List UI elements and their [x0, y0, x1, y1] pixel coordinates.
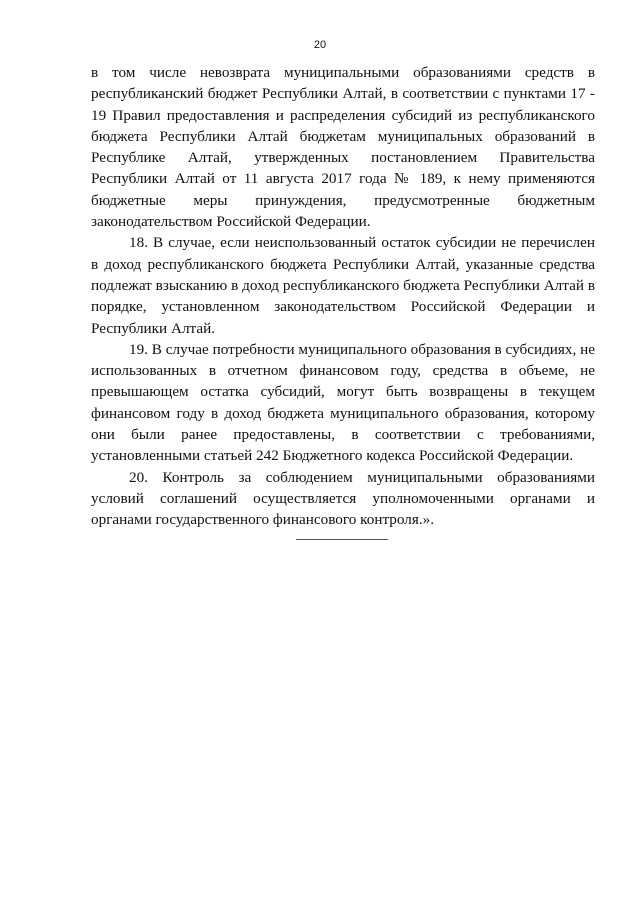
paragraph-item-20: 20. Контроль за соблюдением муниципальными образованиями условий соглашений осуществляется уполномоченными органами и органами государственного финансового контроля.». [91, 468, 595, 529]
paragraph-item-19: 19. В случае потребности муниципального образования в субсидиях, не использованных в отчетном финансовом году, средства в объеме, не превышающем остатка субсидий, могут быть возвращены в текущем финансовом году в доход бюджета муниципального образования, которому они были ранее предоставлены, в соответствии с требованиями, установленными статьей 242 Бюджетного кодекса Российской Федерации. [91, 340, 595, 465]
page-number: 20 [313, 39, 327, 51]
document-body [91, 62, 595, 531]
end-separator-line [296, 539, 388, 540]
paragraph-item-18: 18. В случае, если неиспользованный остаток субсидии не перечислен в доход республиканского бюджета Республики Алтай, указанные средства подлежат взысканию в доход республиканского бюджета Республики Алтай в порядке, установленном законодательством Российской Федерации и Республики Алтай. [91, 234, 595, 337]
paragraph-continuation: в том числе невозврата муниципальными образованиями средств в республиканский бюджет Республики Алтай, в соответствии с пунктами 17 - 19 Правил предоставления и распределения субсидий из республиканского бюджета Республики Алтай бюджетам муниципальных образований в Республике Алтай, утвержденных постановлением Правительства Республики Алтай от 11 августа 2017 года № 189, к нему применяются бюджетные меры принуждения, предусмотренные бюджетным законодательством Российской Федерации. [91, 64, 595, 231]
